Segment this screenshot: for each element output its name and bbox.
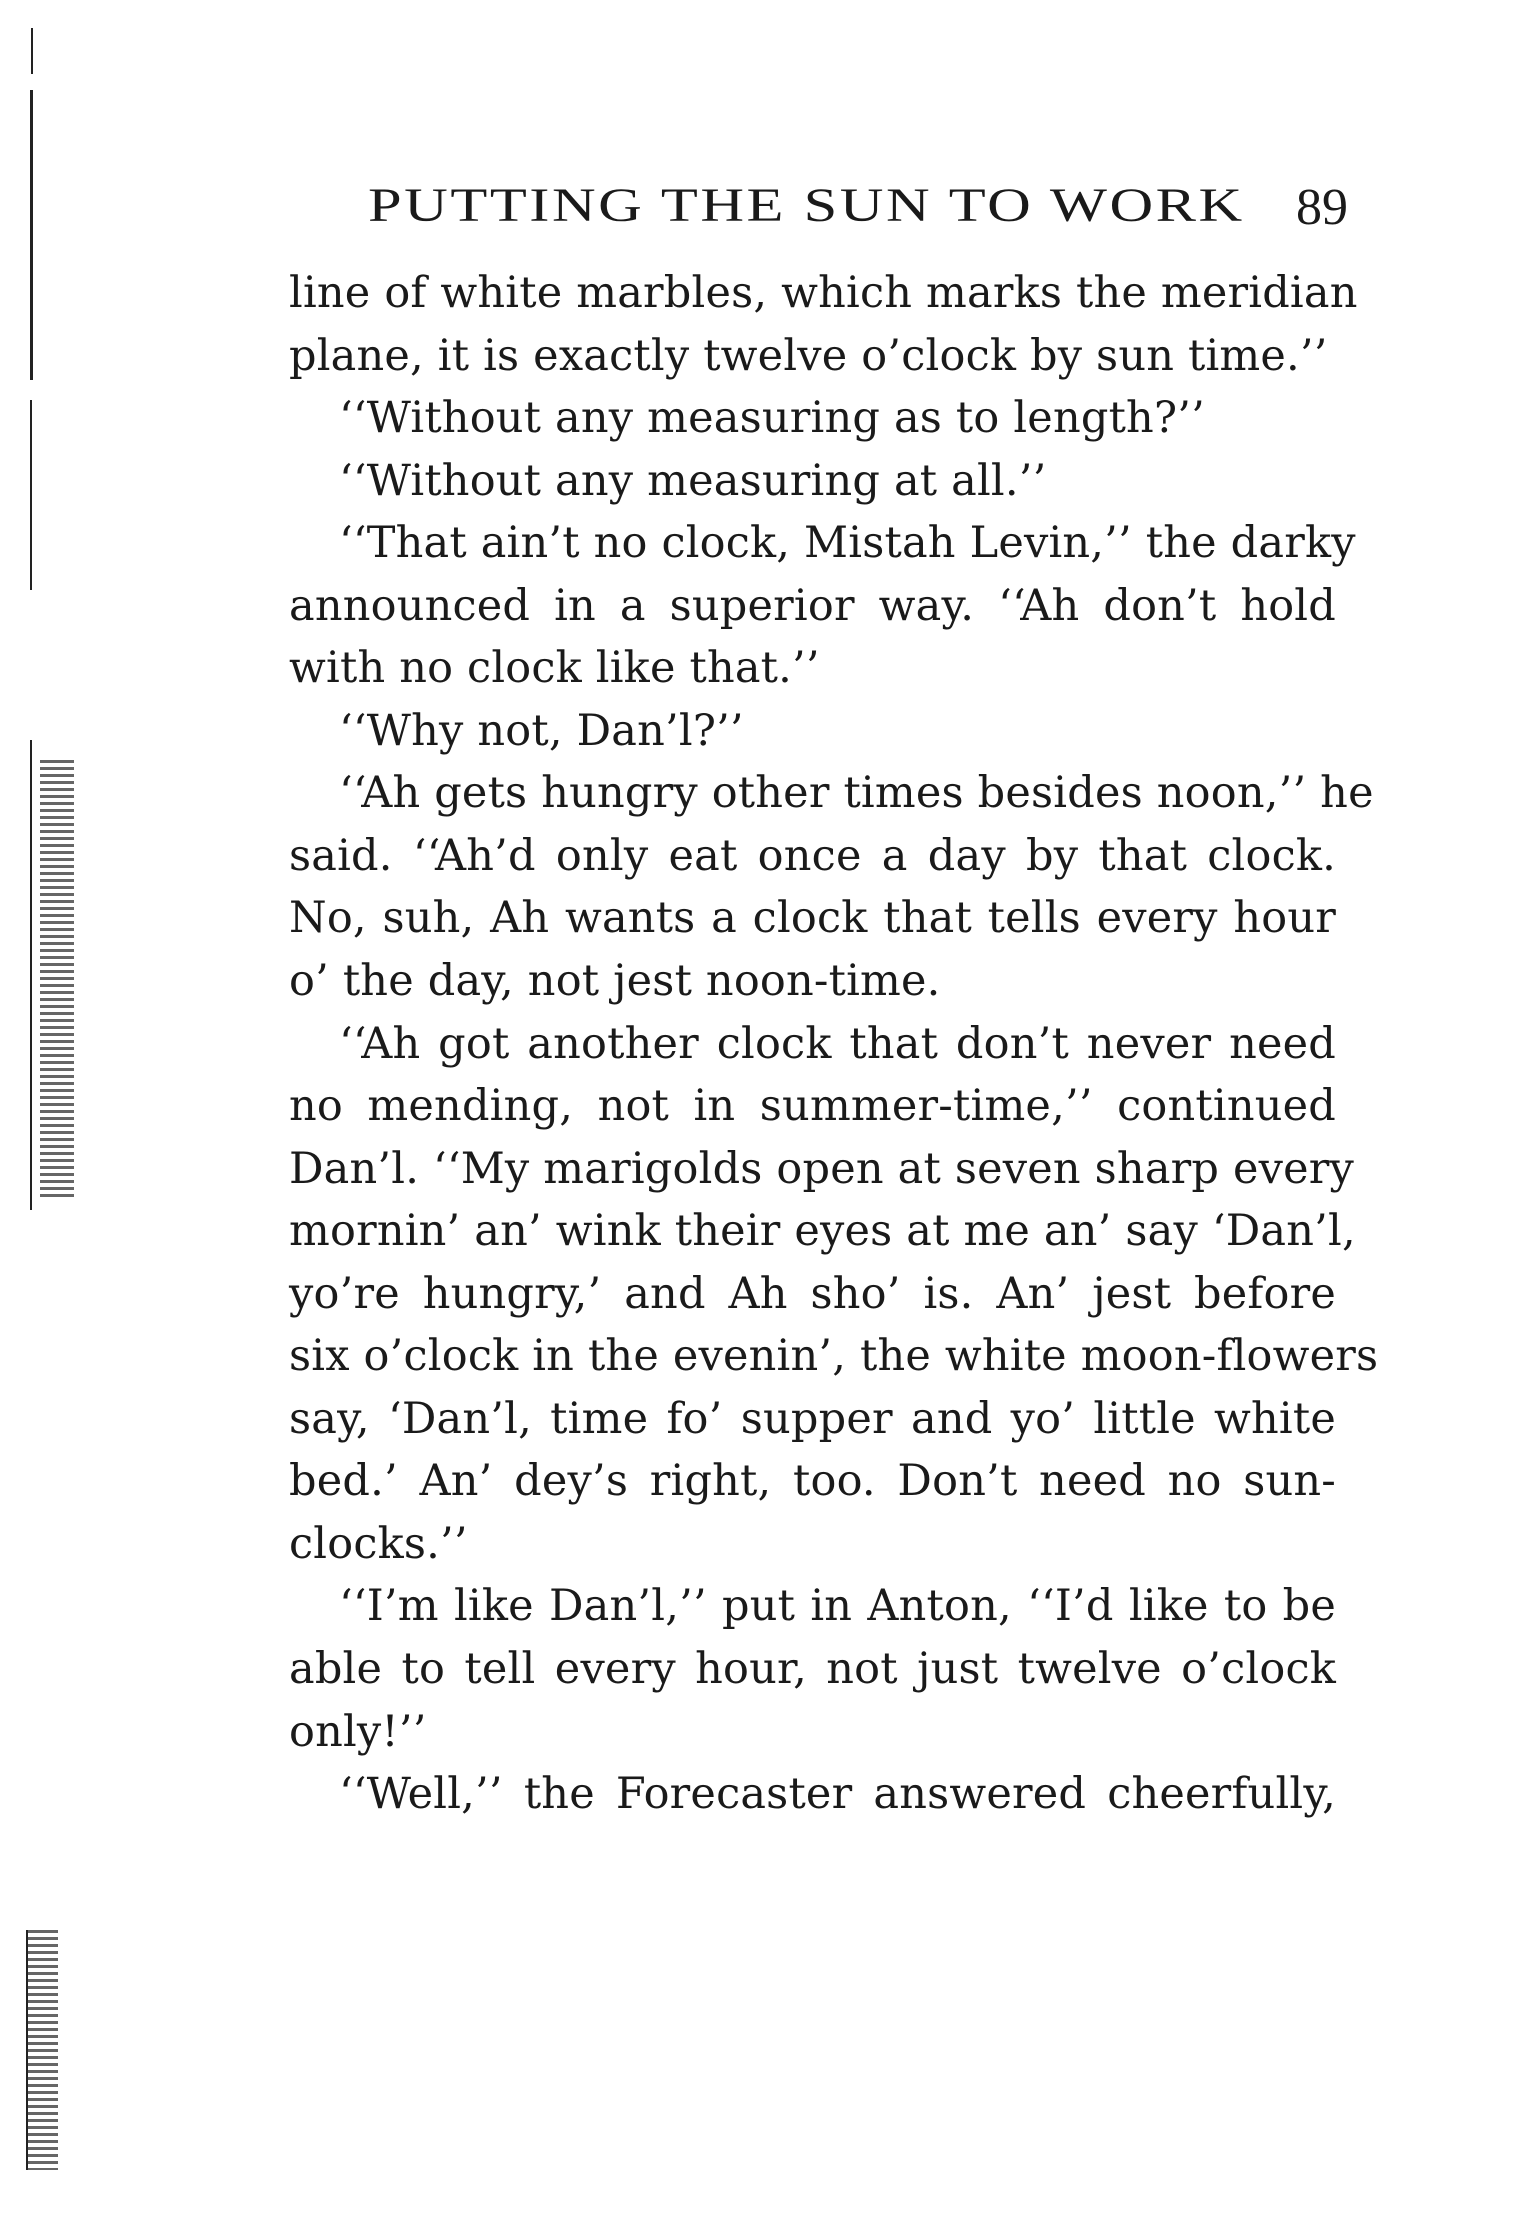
text-line: say, ‘Dan’l, time fo’ supper and yo’ little white	[289, 1393, 1336, 1444]
binding-edge-speckle-middle	[40, 760, 74, 1200]
page-number: 89	[1296, 179, 1348, 236]
text-line: yo’re hungry,’ and Ah sho’ is. An’ jest before	[289, 1268, 1336, 1319]
binding-edge-speckle-bottom	[28, 1930, 58, 2170]
text-line: with no clock like that.’’	[289, 643, 820, 694]
text-line: ‘‘Well,’’ the Forecaster answered cheerfully,	[339, 1769, 1336, 1820]
text-line: able to tell every hour, not just twelve o’clock	[289, 1644, 1336, 1695]
text-line: ‘‘Without any measuring as to length?’’	[339, 393, 1205, 444]
text-line: Dan’l. ‘‘My marigolds open at seven sharp every	[289, 1143, 1355, 1194]
text-line: only!’’	[289, 1706, 427, 1757]
text-line: bed.’ An’ dey’s right, too. Don’t need no sun-	[289, 1456, 1336, 1507]
text-line: ‘‘Why not, Dan’l?’’	[339, 705, 744, 756]
binding-edge-line-top	[31, 28, 33, 74]
binding-edge-line-bottom	[26, 1930, 28, 2170]
text-line: plane, it is exactly twelve o’clock by sun time.’’	[289, 330, 1328, 381]
text-line: o’ the day, not jest noon-time.	[289, 956, 941, 1007]
text-line: No, suh, Ah wants a clock that tells every hour	[289, 893, 1336, 944]
text-line: ‘‘Ah got another clock that don’t never need	[339, 1018, 1336, 1069]
text-line: ‘‘I’m like Dan’l,’’ put in Anton, ‘‘I’d like to be	[339, 1581, 1336, 1632]
text-line: announced in a superior way. ‘‘Ah don’t hold	[289, 580, 1336, 631]
text-line: ‘‘Ah gets hungry other times besides noon,’’ he	[339, 768, 1374, 819]
text-line: no mending, not in summer-time,’’ continued	[289, 1081, 1336, 1132]
text-line: six o’clock in the evenin’, the white moon-flowers	[289, 1331, 1379, 1382]
body-text	[289, 262, 1379, 1826]
page-header	[368, 178, 1348, 248]
text-line: mornin’ an’ wink their eyes at me an’ say ‘Dan’l,	[289, 1206, 1356, 1257]
running-title: PUTTING THE SUN TO WORK	[368, 179, 1245, 232]
text-line: ‘‘That ain’t no clock, Mistah Levin,’’ the darky	[339, 518, 1356, 569]
text-line: ‘‘Without any measuring at all.’’	[339, 455, 1047, 506]
binding-edge-line-middle	[30, 400, 32, 590]
binding-edge-line-lower	[30, 740, 32, 1210]
binding-edge-line-upper	[30, 90, 33, 380]
text-line: clocks.’’	[289, 1518, 468, 1569]
text-line: said. ‘‘Ah’d only eat once a day by that clock.	[289, 830, 1336, 881]
text-line: line of white marbles, which marks the meridian	[289, 268, 1358, 318]
